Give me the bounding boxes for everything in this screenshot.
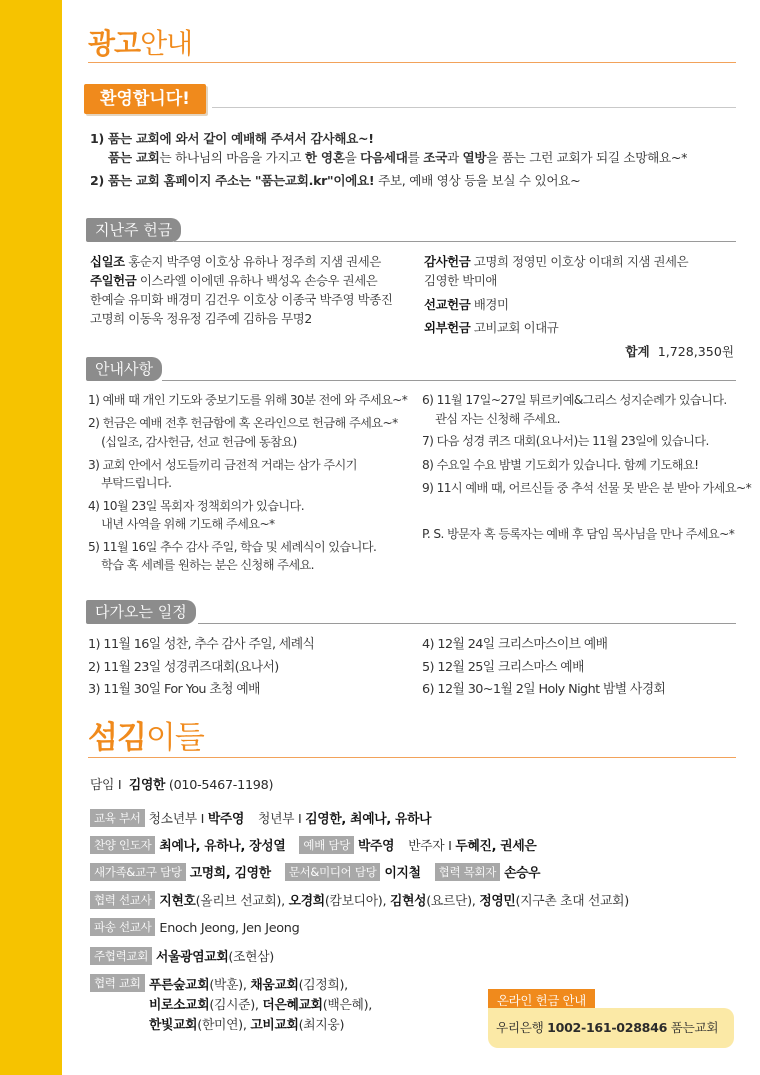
offering-category: 주일헌금: [90, 273, 137, 288]
edu-young-names: 김영한, 최예나, 유하나: [305, 812, 432, 827]
offering-total: [625, 341, 734, 360]
missionary-name: 정영민: [479, 894, 516, 909]
praise-row: [90, 835, 536, 854]
notice-item: P. S. 방문자 혹 등록자는 예배 후 담임 목사님을 만나 주세요~*: [422, 527, 735, 541]
praise-names: 최예나, 유하나, 장성열: [159, 839, 286, 854]
coop-church-line: [149, 1014, 344, 1033]
offering-line: [90, 290, 392, 308]
edu-young-label: 청년부 I: [258, 812, 306, 827]
offering-total-label: 합계: [625, 344, 650, 359]
sent-row: [90, 918, 299, 936]
edu-tag: 교육 부서: [90, 809, 145, 827]
praise-tag: 찬양 인도자: [90, 836, 155, 854]
ads-line-2-g: 조국: [423, 150, 447, 165]
offering-line: [424, 318, 558, 336]
main-coop-row: [90, 946, 274, 965]
pastor-row: [90, 774, 273, 793]
church-name: 고비교회: [250, 1018, 299, 1033]
main-coop-tag: 주협력교회: [90, 947, 152, 965]
schedule-pill: 다가오는 일정: [86, 600, 196, 624]
church-pastor: (김정희),: [298, 978, 348, 993]
missionary-name: 오경희: [288, 894, 325, 909]
coop-church-row: [90, 974, 149, 992]
schedule-item: 4) 12월 24일 크리스마스이브 예배: [422, 637, 608, 652]
ads-line-2: [108, 147, 687, 166]
ads-line-2-j: 을 품는 그런 교회가 되길 소망해요~*: [486, 150, 688, 165]
edu-youth-label: 청소년부 I: [148, 812, 208, 827]
church-name: 푸른숲교회: [149, 978, 210, 993]
ads-line-1: [90, 128, 374, 147]
missionary-region: (캄보디아),: [324, 894, 391, 909]
notices-divider: [162, 380, 736, 381]
schedule-item: 1) 11월 16일 성찬, 추수 감사 주일, 세례식: [88, 637, 315, 652]
ads-line-2-d: 을: [344, 150, 361, 165]
schedule-item: 3) 11월 30일 For You 초청 예배: [88, 682, 260, 697]
pastor-label: 담임 I: [90, 778, 122, 793]
ads-line-2-h: 과: [446, 150, 463, 165]
notice-item: 4) 10월 23일 목회자 정책회의가 있습니다.: [88, 499, 304, 513]
church-name: 더은혜교회: [262, 998, 323, 1013]
missionary-region: (올리브 선교회),: [195, 894, 289, 909]
online-offering-badge: 온라인 헌금 안내: [488, 989, 595, 1011]
schedule-item: 5) 12월 25일 크리스마스 예배: [422, 660, 584, 675]
sent-names: Enoch Jeong, Jen Jeong: [159, 921, 300, 936]
coop-pastor-name: 손승우: [504, 866, 541, 881]
schedule-item: 2) 11월 23일 성경퀴즈대회(요나서): [88, 660, 279, 675]
newfam-row: [90, 862, 540, 881]
offering-names: 배경미: [473, 297, 509, 312]
ads-title-bold: 광고: [88, 27, 141, 60]
coop-miss-list: [159, 894, 629, 909]
church-pastor: (박훈),: [209, 978, 251, 993]
newfam-names: 고명희, 김영한: [189, 866, 271, 881]
media-name: 이지철: [384, 866, 421, 881]
worship-name: 박주영: [358, 839, 395, 854]
offering-line: [90, 271, 377, 289]
notice-item: 관심 자는 신청해 주세요.: [422, 412, 560, 426]
offering-names: 고명희 이동욱 정유정 김주예 김하음 무명2: [90, 311, 312, 326]
newfam-tag: 새가족&교구 담당: [90, 863, 186, 881]
offering-total-value: 1,728,350원: [657, 344, 734, 359]
coop-miss-tag: 협력 선교사: [90, 891, 155, 909]
ads-line-3: [90, 170, 580, 189]
church-name: 한빛교회: [149, 1018, 198, 1033]
account-holder: 품는교회: [667, 1020, 719, 1035]
notice-item: 3) 교회 안에서 성도들끼리 금전적 거래는 삼가 주시기: [88, 458, 357, 472]
schedule-divider: [198, 623, 736, 624]
online-offering-box: [488, 1008, 734, 1048]
servants-title-rule: [88, 757, 736, 758]
edu-youth-name: 박주영: [207, 812, 245, 827]
ads-title-light: 안내: [140, 27, 193, 60]
main-coop-paren: (조현삼): [228, 950, 274, 965]
notice-item: 7) 다음 성경 퀴즈 대회(요나서)는 11월 23일에 있습니다.: [422, 434, 709, 448]
missionary-region: (요르단),: [426, 894, 480, 909]
sent-tag: 파송 선교사: [90, 918, 155, 936]
offering-category: 감사헌금: [424, 254, 471, 269]
notice-item: 부탁드립니다.: [88, 476, 172, 490]
missionary-region: (지구촌 초대 선교회): [515, 894, 629, 909]
left-yellow-bar: [0, 0, 62, 1075]
media-tag: 문서&미디어 담당: [285, 863, 381, 881]
offering-category: 외부헌금: [424, 320, 471, 335]
missionary-name: 김현성: [390, 894, 427, 909]
notice-item: 내년 사역을 위해 기도해 주세요~*: [88, 517, 275, 531]
offering-line: [424, 252, 688, 270]
ads-line-1-text: 1) 품는 교회에 와서 같이 예배해 주셔서 감사해요~!: [90, 131, 374, 146]
pastor-phone: (010-5467-1198): [168, 778, 274, 793]
bank-name: 우리은행: [496, 1020, 548, 1035]
coop-church-line: [149, 994, 372, 1013]
coop-church-tag: 협력 교회: [90, 974, 145, 992]
notice-item: 5) 11월 16일 추수 감사 주일, 학습 및 세례식이 있습니다.: [88, 540, 377, 554]
notice-item: 2) 헌금은 예배 전후 헌금함에 혹 온라인으로 헌금해 주세요~*: [88, 416, 398, 430]
ads-line-2-i: 열방: [462, 150, 487, 165]
offering-divider: [174, 241, 736, 242]
notice-item: 6) 11월 17일~27일 튀르키예&그리스 성지순례가 있습니다.: [422, 393, 727, 407]
ads-line-2-f: 를: [407, 150, 424, 165]
offering-line: [424, 271, 497, 289]
offering-names: 고명희 정영민 이호상 이대희 지샘 권세은: [473, 254, 689, 269]
coop-miss-row: [90, 890, 629, 909]
ads-line-2-b: 는 하나님의 마음을 가지고: [159, 150, 305, 165]
offering-line: [424, 295, 509, 313]
servants-title-light: 이들: [145, 720, 204, 756]
welcome-divider: [212, 107, 736, 108]
account-number: 1002-161-028846: [547, 1020, 668, 1035]
edu-row: [90, 808, 431, 827]
servants-title-bold: 섬김: [88, 720, 146, 756]
offering-names: 고비교회 이대규: [473, 320, 559, 335]
ads-line-2-c: 한 영혼: [304, 150, 345, 165]
church-pastor: (한미연),: [197, 1018, 251, 1033]
notice-item: 1) 예배 때 개인 기도와 중보기도를 위해 30분 전에 와 주세요~*: [88, 393, 408, 407]
ads-title-rule: [88, 62, 736, 63]
church-name: 채움교회: [250, 978, 299, 993]
offering-names: 한예슬 유미화 배경미 김건우 이호상 이종국 박주영 박종진: [90, 292, 393, 307]
church-name: 비로소교회: [149, 998, 210, 1013]
notice-item: 학습 혹 세례를 원하는 분은 신청해 주세요.: [88, 558, 314, 572]
offering-line: [90, 309, 312, 327]
notices-pill: 안내사항: [86, 357, 162, 381]
accomp-label: 반주자 I: [408, 839, 456, 854]
pastor-name: 김영한: [128, 778, 166, 793]
offering-names: 홍순지 박주영 이호상 유하나 정주희 지샘 권세은: [128, 254, 381, 269]
notice-item: 8) 수요일 수요 밤별 기도회가 있습니다. 함께 기도해요!: [422, 458, 699, 472]
notice-item: 9) 11시 예배 때, 어르신들 중 추석 선물 못 받은 분 받아 가세요~*: [422, 481, 752, 495]
schedule-item: 6) 12월 30~1월 2일 Holy Night 밤별 사경회: [422, 682, 666, 697]
offering-names: 이스라엘 이에덴 유하나 백성옥 손승우 권세은: [139, 273, 378, 288]
notice-item: (십일조, 감사헌금, 선교 헌금에 동참요): [88, 435, 297, 449]
ads-line-2-e: 다음세대: [360, 150, 408, 165]
bulletin-page: [62, 0, 760, 1075]
accomp-names: 두혜진, 권세은: [455, 839, 537, 854]
worship-tag: 예배 담당: [299, 836, 354, 854]
church-pastor: (백은혜),: [322, 998, 373, 1013]
main-coop-name: 서울광염교회: [156, 950, 229, 965]
church-pastor: (최지웅): [298, 1018, 345, 1033]
servants-section-title: [88, 712, 204, 757]
offering-names: 김영한 박미애: [424, 273, 497, 288]
offering-pill: 지난주 헌금: [86, 218, 181, 242]
offering-category: 십일조: [90, 254, 125, 269]
welcome-badge: 환영합니다!: [84, 84, 206, 114]
coop-pastor-tag: 협력 목회자: [435, 863, 500, 881]
offering-line: [90, 252, 381, 270]
missionary-name: 지현호: [159, 894, 196, 909]
ads-line-2-a: 품는 교회: [108, 150, 160, 165]
ads-line-3-a: 2) 품는 교회 홈페이지 주소는 "품는교회.kr"이에요!: [90, 173, 375, 188]
coop-church-line: [149, 974, 348, 993]
ads-line-3-b: 주보, 예배 영상 등을 보실 수 있어요~: [374, 173, 581, 188]
church-pastor: (김시준),: [209, 998, 263, 1013]
ads-section-title: [88, 22, 192, 62]
offering-category: 선교헌금: [424, 297, 471, 312]
